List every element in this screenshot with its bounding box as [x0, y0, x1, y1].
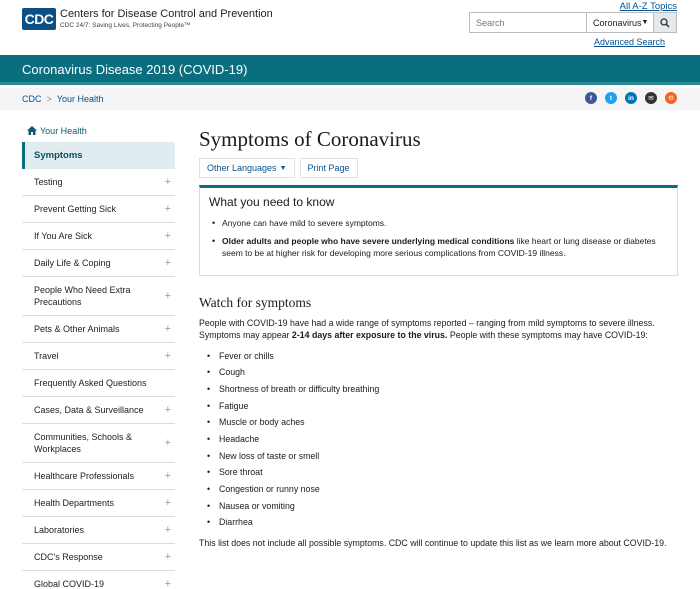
nav-home[interactable]	[22, 120, 175, 142]
list-item: • Fever or chills	[207, 350, 679, 367]
org-tagline: CDC 24/7: Saving Lives, Protecting People™	[60, 22, 191, 29]
site-header	[0, 0, 700, 55]
site-title-bar	[0, 55, 700, 85]
nav-item-label: Travel	[34, 351, 59, 361]
nav-item-label: Cases, Data & Surveillance	[34, 405, 144, 415]
nav-item-communities[interactable]	[22, 424, 175, 463]
nav-item-laboratories[interactable]	[22, 517, 175, 544]
nav-item-prevent[interactable]	[22, 196, 175, 223]
plus-icon[interactable]: +	[164, 578, 171, 589]
nav-item-label: Daily Life & Coping	[34, 258, 111, 268]
nav-item-label: Health Departments	[34, 498, 115, 508]
search-button[interactable]	[654, 12, 677, 33]
breadcrumb-bar	[0, 88, 700, 110]
plus-icon[interactable]: +	[164, 230, 171, 242]
search-bar	[469, 12, 677, 33]
list-item: • New loss of taste or smell	[207, 450, 679, 467]
nav-item-healthcare[interactable]	[22, 463, 175, 490]
page-tools	[199, 158, 679, 178]
list-item-text: Anyone can have mild to severe symptoms.	[222, 218, 387, 228]
list-item-bold: Older adults and people who have severe underlying medical conditions	[222, 235, 515, 246]
linkedin-icon[interactable]: in	[625, 92, 637, 104]
list-item: • Congestion or runny nose	[207, 483, 679, 500]
caret-down-icon: ▼	[641, 19, 649, 26]
nav-item-testing[interactable]	[22, 169, 175, 196]
nav-item-global[interactable]	[22, 571, 175, 589]
intro-text: People with COVID-19 have had a wide range of symptoms reported – ranging from mild symptoms to severe illness. Symptoms may appear	[199, 317, 655, 340]
watch-symptoms-heading: Watch for symptoms	[199, 294, 312, 310]
list-item: • Cough	[207, 366, 679, 383]
need-to-know-title: What you need to know	[209, 195, 335, 209]
caret-down-icon: ▼	[279, 164, 287, 172]
nav-item-label: If You Are Sick	[34, 231, 93, 241]
print-page-button[interactable]: Print Page	[300, 158, 358, 178]
nav-item-label: Prevent Getting Sick	[34, 204, 117, 214]
left-nav	[22, 120, 175, 589]
nav-item-if-sick[interactable]	[22, 223, 175, 250]
nav-item-pets[interactable]	[22, 316, 175, 343]
nav-item-label: People Who Need Extra Precautions	[34, 285, 131, 307]
home-icon	[27, 126, 37, 137]
search-input[interactable]	[469, 12, 586, 33]
list-item: • Sore throat	[207, 466, 679, 483]
list-item	[212, 217, 667, 230]
twitter-icon[interactable]: t	[605, 92, 617, 104]
list-item: • Shortness of breath or difficulty breathing	[207, 383, 679, 400]
org-name[interactable]: Centers for Disease Control and Prevention	[60, 8, 273, 20]
need-to-know-box	[199, 185, 678, 276]
page-title: Symptoms of Coronavirus	[199, 127, 421, 151]
intro-text: People with these symptoms may have COVID-19:	[447, 330, 648, 340]
nav-item-extra-precautions[interactable]	[22, 277, 175, 316]
plus-icon[interactable]: +	[164, 437, 171, 449]
nav-item-label: Frequently Asked Questions	[34, 378, 147, 388]
breadcrumb-cdc[interactable]: CDC	[22, 94, 42, 104]
nav-item-label: Healthcare Professionals	[34, 471, 135, 481]
nav-item-label: Pets & Other Animals	[34, 324, 120, 334]
site-title[interactable]: Coronavirus Disease 2019 (COVID-19)	[22, 62, 248, 77]
nav-item-cdc-response[interactable]	[22, 544, 175, 571]
search-scope-select[interactable]	[586, 12, 654, 33]
social-share	[585, 92, 677, 104]
list-item-text: like heart or lung disease or diabetes seem to be at higher risk for developing more serious complications from COVID-19 illness.	[222, 235, 656, 258]
facebook-icon[interactable]: f	[585, 92, 597, 104]
breadcrumb-your-health[interactable]: Your Health	[56, 94, 104, 104]
other-languages-button[interactable]	[199, 158, 295, 178]
nav-item-daily-life[interactable]	[22, 250, 175, 277]
breadcrumb-separator-icon: >	[46, 94, 52, 104]
list-item: • Headache	[207, 433, 679, 450]
syndicate-icon[interactable]: ⚙	[665, 92, 677, 104]
watch-symptoms-intro	[199, 317, 679, 342]
need-to-know-list	[212, 217, 667, 260]
breadcrumb	[22, 94, 103, 104]
nav-item-label: Testing	[34, 177, 63, 187]
advanced-search-link[interactable]: Advanced Search	[593, 37, 665, 47]
nav-item-cases-data[interactable]	[22, 397, 175, 424]
nav-item-label: Global COVID-19	[34, 579, 105, 589]
search-icon	[660, 18, 670, 28]
plus-icon[interactable]: +	[164, 257, 171, 269]
plus-icon[interactable]: +	[164, 524, 171, 536]
list-item: • Nausea or vomiting	[207, 500, 679, 517]
list-item	[212, 235, 667, 260]
symptoms-footer-note: This list does not include all possible symptoms. CDC will continue to update this list as we learn more about COVID-19.	[199, 538, 667, 549]
plus-icon[interactable]: +	[164, 176, 171, 188]
cdc-logo[interactable]: CDC	[22, 8, 56, 30]
nav-home-label: Your Health	[40, 126, 87, 136]
plus-icon[interactable]: +	[164, 404, 171, 416]
nav-item-label: CDC's Response	[34, 552, 103, 562]
plus-icon[interactable]: +	[164, 350, 171, 362]
plus-icon[interactable]: +	[164, 290, 171, 302]
nav-item-health-depts[interactable]	[22, 490, 175, 517]
search-scope-value: Coronavirus	[593, 17, 642, 28]
nav-item-travel[interactable]	[22, 343, 175, 370]
list-item: • Fatigue	[207, 400, 679, 417]
nav-item-faq[interactable]	[22, 370, 175, 397]
plus-icon[interactable]: +	[164, 203, 171, 215]
email-icon[interactable]: ✉	[645, 92, 657, 104]
plus-icon[interactable]: +	[164, 323, 171, 335]
plus-icon[interactable]: +	[164, 470, 171, 482]
symptom-list	[207, 350, 679, 534]
nav-item-symptoms[interactable]: Symptoms	[22, 142, 175, 169]
intro-bold: 2-14 days after exposure to the virus.	[291, 330, 448, 340]
plus-icon[interactable]: +	[164, 497, 171, 509]
list-item: • Diarrhea	[207, 516, 679, 533]
list-item: • Muscle or body aches	[207, 416, 679, 433]
nav-item-label: Communities, Schools & Workplaces	[34, 432, 133, 454]
nav-item-label: Laboratories	[34, 525, 85, 535]
other-languages-label: Other Languages	[207, 163, 277, 173]
main-content	[199, 120, 679, 550]
plus-icon[interactable]: +	[164, 551, 171, 563]
atoz-topics-link[interactable]: All A-Z Topics	[619, 1, 677, 12]
